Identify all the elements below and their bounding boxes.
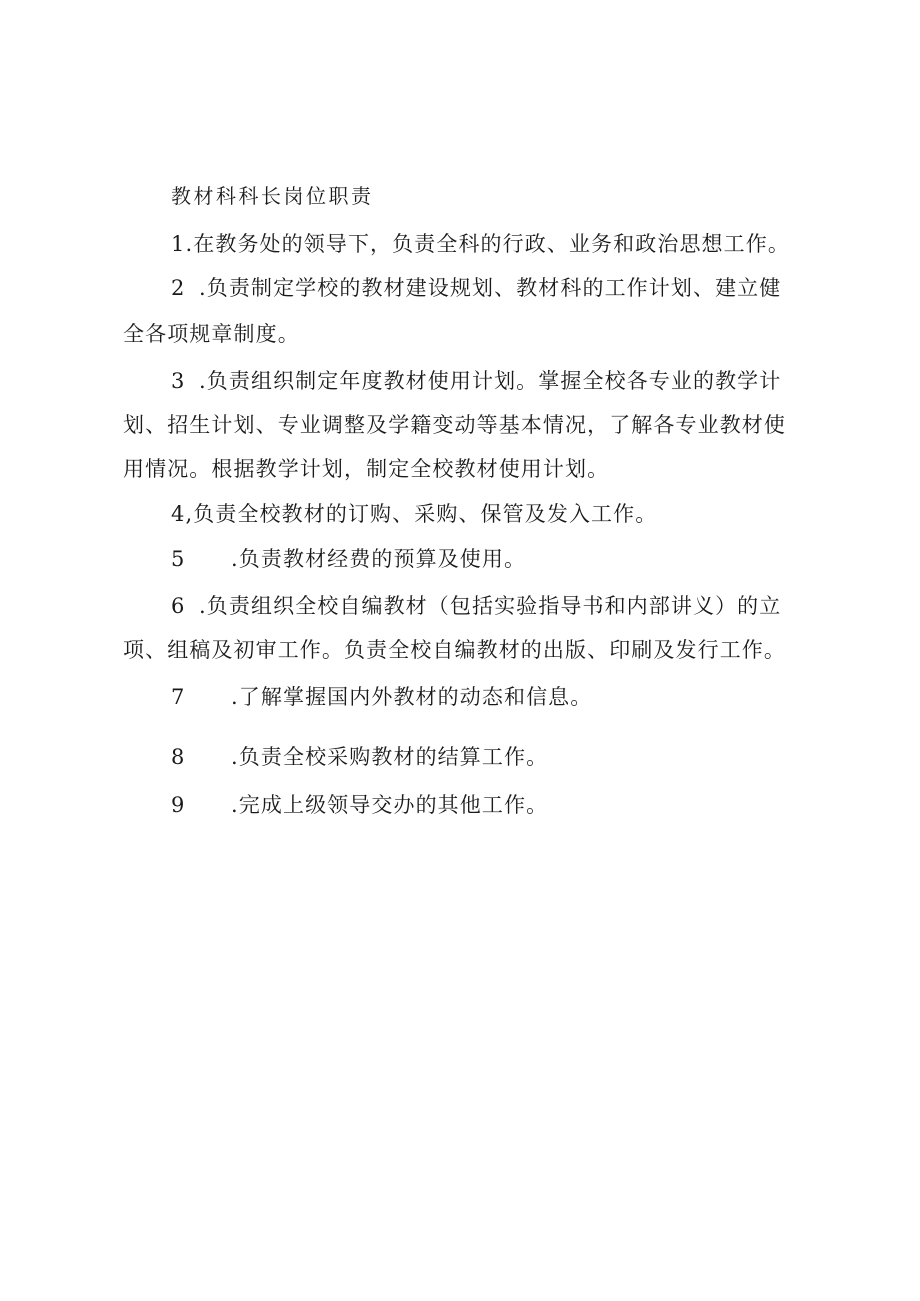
item-7: [171, 681, 592, 711]
item-text: .负责教材经费的预算及使用。: [231, 547, 527, 571]
item-text: .负责组织制定年度教材使用计划。掌握全校各专业的教学计: [199, 369, 782, 393]
item-1: [171, 228, 790, 258]
item-number: 5: [171, 547, 186, 571]
item-3-continuation: 划、招生计划、专业调整及学籍变动等基本情况，了解各专业教材使: [123, 413, 786, 437]
item-number: 7: [171, 685, 186, 709]
item-text: .完成上级领导交办的其他工作。: [231, 793, 549, 817]
item-text: 负责全校教材的订购、采购、保管及发入工作。: [193, 502, 658, 526]
item-number: 3: [171, 369, 186, 393]
item-text: 在教务处的领导下，负责全科的行政、业务和政治思想工作。: [193, 232, 790, 256]
item-8: [171, 741, 548, 771]
item-3: [171, 365, 781, 395]
item-number: 1.: [171, 232, 194, 256]
item-3-continuation: 用情况。根据教学计划，制定全校教材使用计划。: [123, 457, 610, 481]
item-9: [171, 789, 548, 819]
item-number: 8: [171, 745, 186, 769]
item-text: .了解掌握国内外教材的动态和信息。: [231, 685, 593, 709]
item-4: [171, 498, 657, 528]
item-number: 2: [171, 276, 186, 300]
item-text: .负责组织全校自编教材（包括实验指导书和内部讲义）的立: [199, 594, 782, 618]
item-2: [171, 272, 781, 302]
item-2-continuation: 全各项规章制度。: [123, 322, 300, 346]
item-text: .负责制定学校的教材建设规划、教材科的工作计划、建立健: [199, 276, 782, 300]
item-6: [171, 590, 781, 620]
document-title: 教材科科长岗位职责: [171, 184, 374, 208]
item-5: [171, 543, 526, 573]
item-6-continuation: 项、组稿及初审工作。负责全校自编教材的出版、印刷及发行工作。: [123, 638, 786, 662]
item-number: 6: [171, 594, 186, 618]
item-number: 4,: [171, 502, 194, 526]
item-text: .负责全校采购教材的结算工作。: [231, 745, 549, 769]
item-number: 9: [171, 793, 186, 817]
